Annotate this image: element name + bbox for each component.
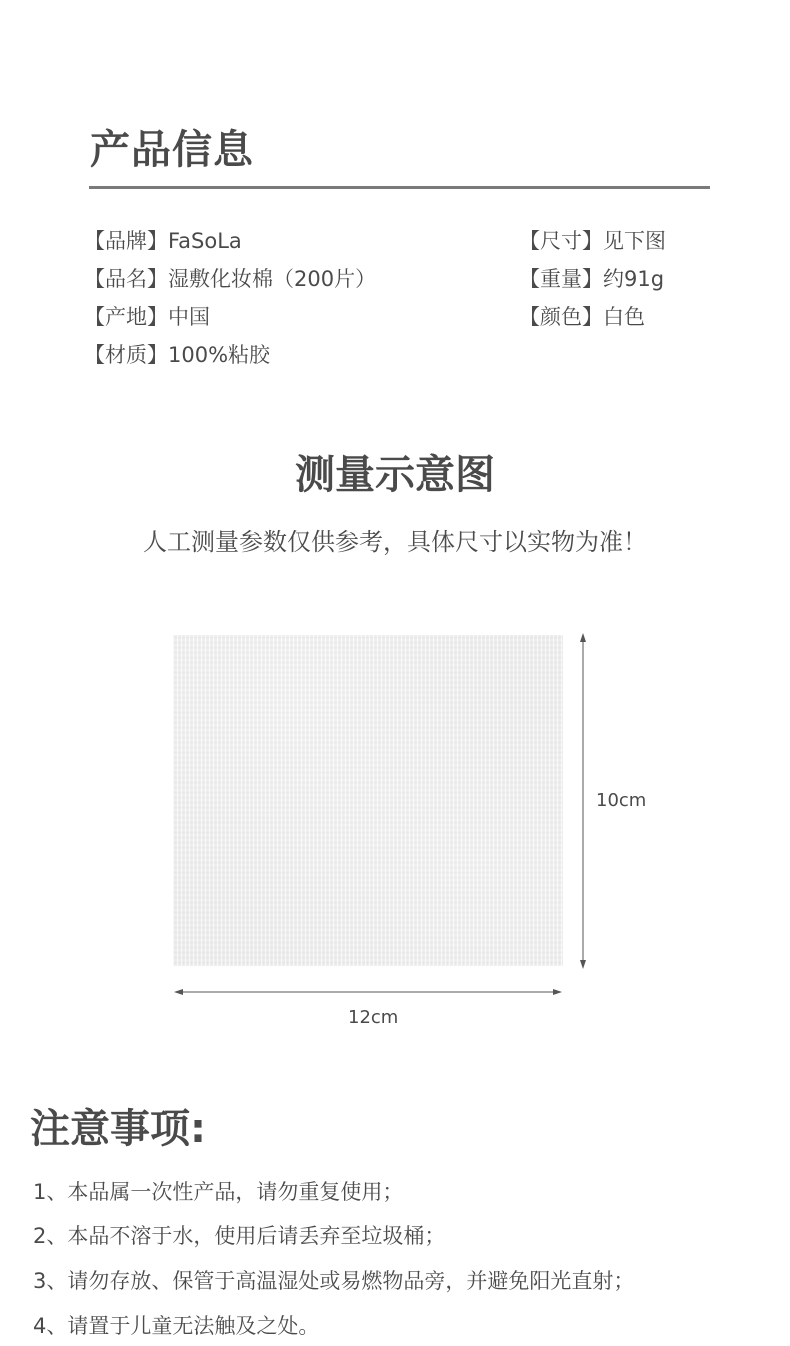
cotton-pad-image [173, 635, 563, 966]
spec-key: 【 尺寸 】 [519, 229, 603, 253]
spec-value: 见下图 [603, 229, 666, 253]
notes-title: 注意事项: [30, 1106, 206, 1152]
spec-key: 【 颜色 】 [519, 305, 603, 329]
spec-product-name [84, 265, 376, 293]
note-item: 2、本品不溶于水，使用后请丢弃至垃圾桶； [33, 1224, 446, 1248]
title-divider [89, 186, 710, 189]
note-item: 4、请置于儿童无法触及之处。 [33, 1314, 320, 1338]
spec-value: FaSoLa [168, 229, 242, 253]
spec-value: 白色 [603, 305, 645, 329]
spec-brand [84, 227, 242, 255]
spec-material [84, 341, 270, 369]
spec-origin [84, 303, 210, 331]
note-item: 1、本品属一次性产品，请勿重复使用； [33, 1180, 404, 1204]
spec-value: 中国 [168, 305, 210, 329]
width-arrow [174, 989, 562, 995]
spec-key: 【 重量 】 [519, 267, 603, 291]
spec-key: 【 产地 】 [84, 305, 168, 329]
measurement-title: 测量示意图 [295, 452, 495, 498]
product-info-title: 产品信息 [90, 127, 254, 173]
spec-weight [519, 265, 664, 293]
spec-key: 【 材质 】 [84, 343, 168, 367]
spec-value: 湿敷化妆棉（200片） [168, 267, 377, 291]
spec-size [519, 227, 666, 255]
spec-key: 【 品牌 】 [84, 229, 168, 253]
spec-color [519, 303, 645, 331]
height-label: 10cm [596, 790, 647, 811]
height-arrow [580, 633, 586, 969]
spec-value: 100%粘胶 [168, 343, 271, 367]
spec-key: 【 品名 】 [84, 267, 168, 291]
measurement-subtitle: 人工测量参数仅供参考，具体尺寸以实物为准！ [143, 528, 647, 556]
spec-value: 约91g [603, 267, 665, 291]
width-label: 12cm [348, 1007, 399, 1028]
note-item: 3、请勿存放、保管于高温湿处或易燃物品旁，并避免阳光直射； [33, 1269, 635, 1293]
